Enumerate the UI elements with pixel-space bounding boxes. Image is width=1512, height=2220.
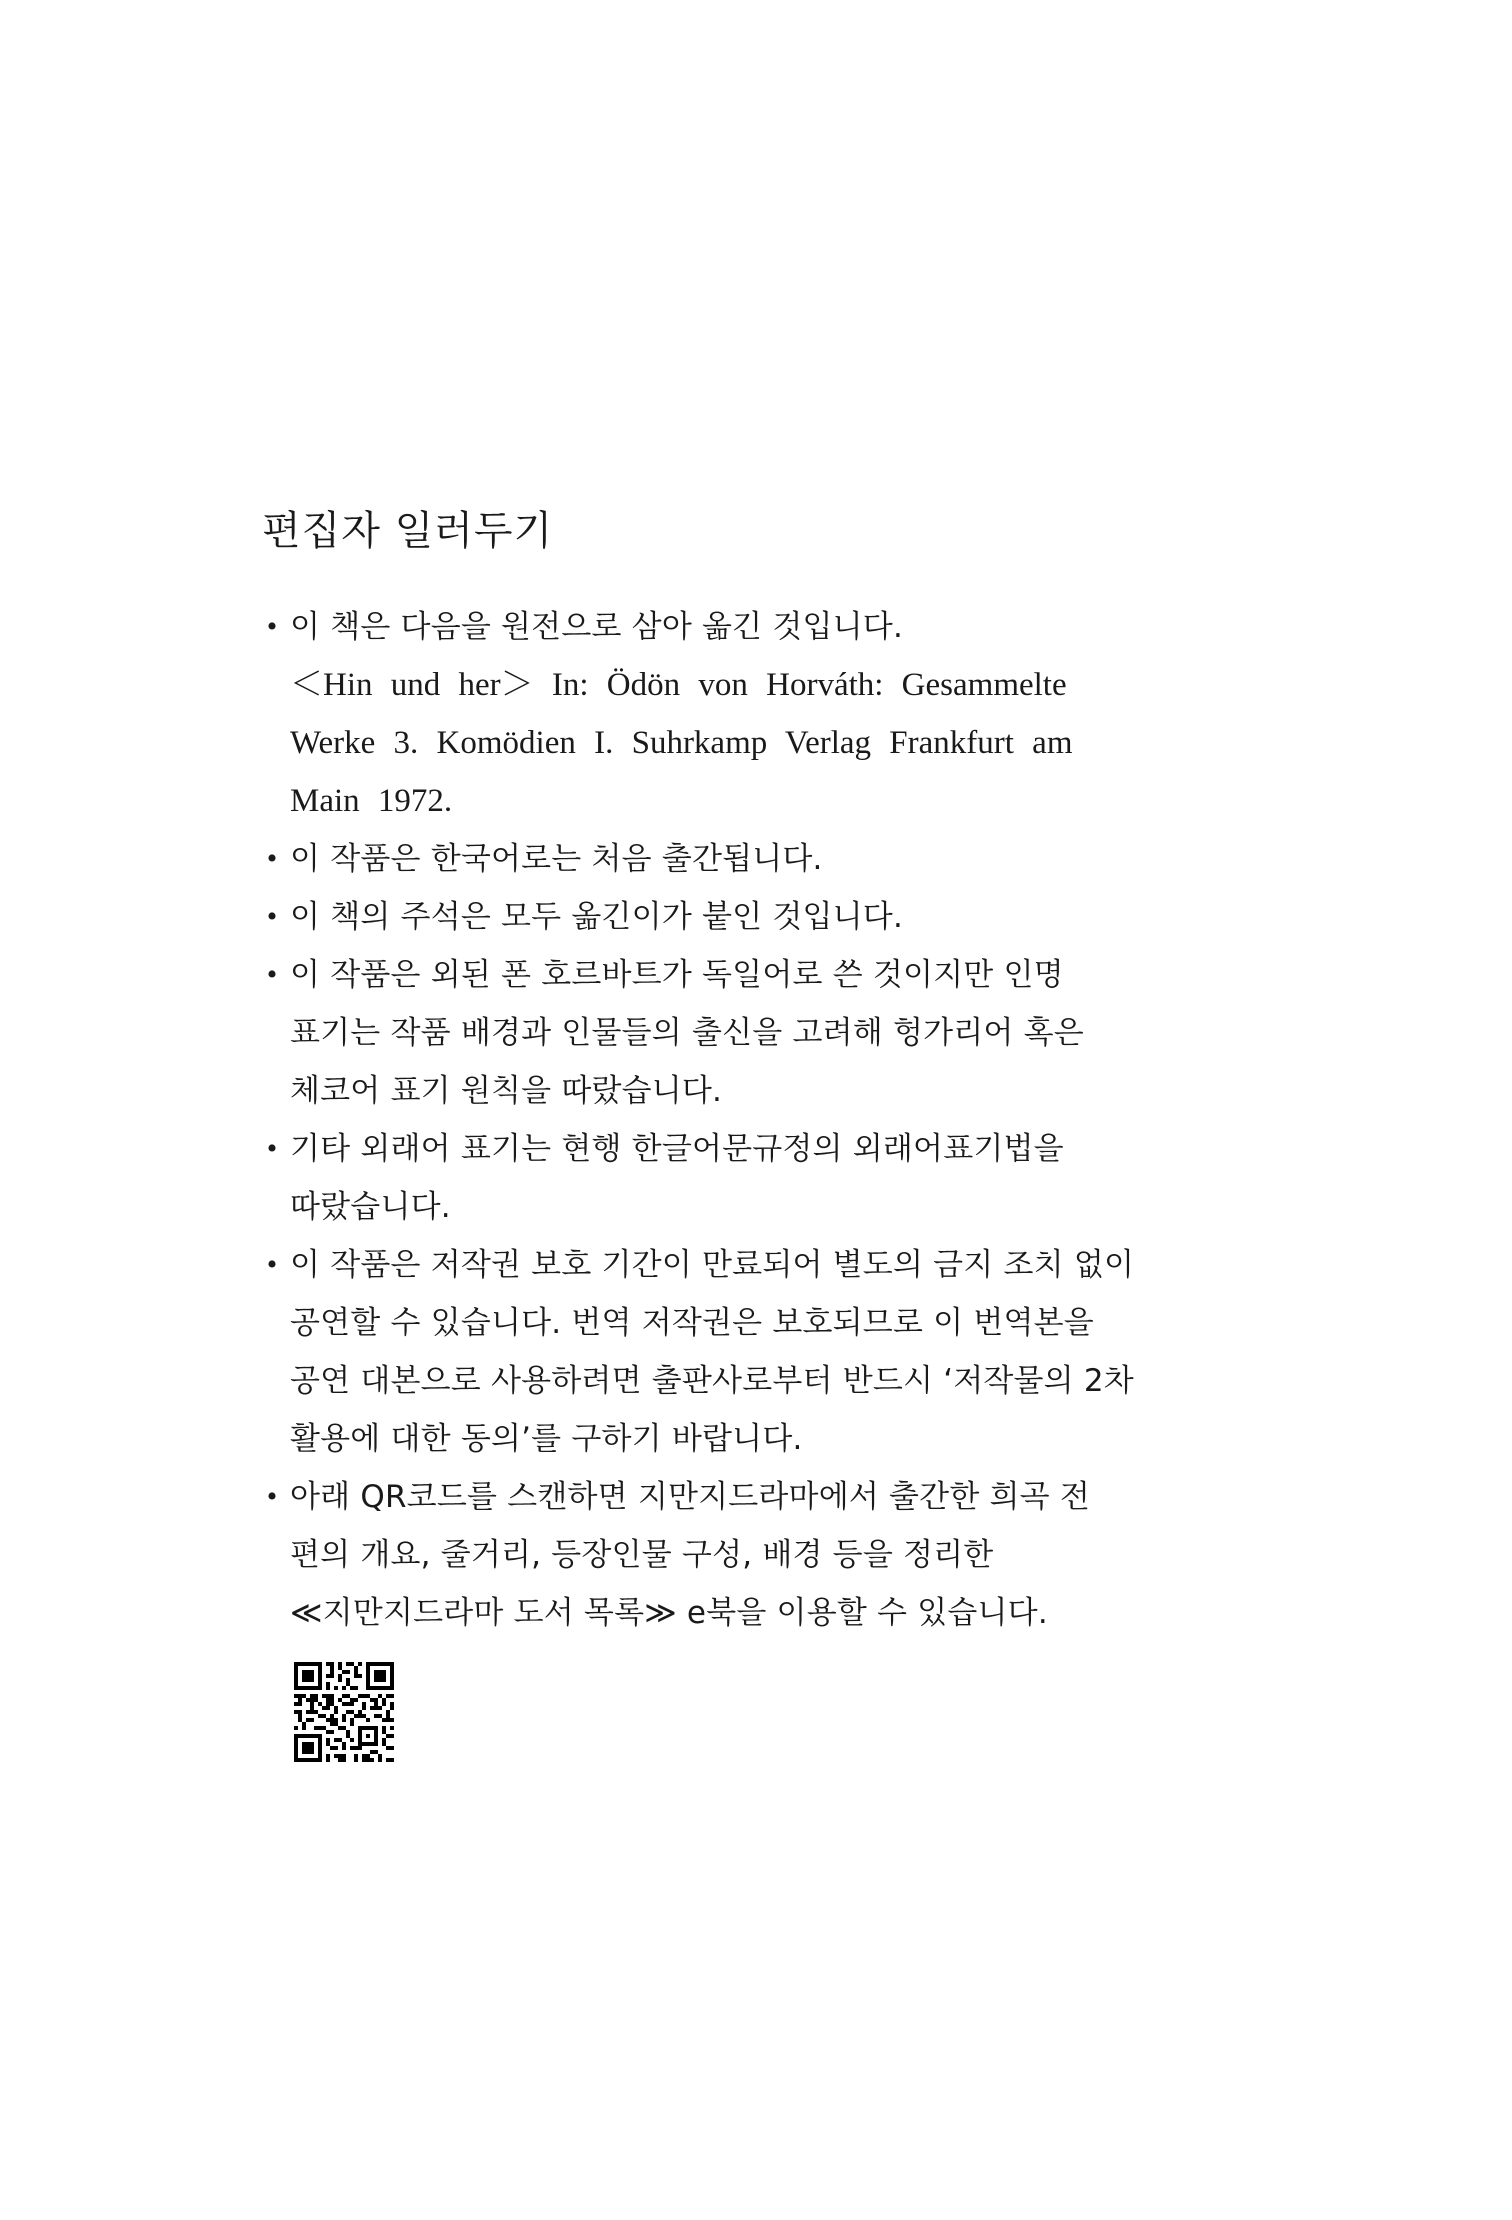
note-item-qr-catalog: [262, 1468, 1222, 1642]
note-item-name-transcription: [262, 946, 1222, 1120]
bullet-icon: •: [266, 842, 278, 875]
note-line: 공연 대본으로 사용하려면 출판사로부터 반드시 ‘저작물의 2차: [290, 1363, 1134, 1399]
qr-code-icon[interactable]: [294, 1662, 394, 1762]
note-line: 활용에 대한 동의’를 구하기 바랍니다.: [290, 1421, 803, 1457]
note-line: 체코어 표기 원칙을 따랐습니다.: [290, 1073, 723, 1109]
note-item-copyright: [262, 1236, 1222, 1468]
note-line: 편의 개요, 줄거리, 등장인물 구성, 배경 등을 정리한: [290, 1537, 994, 1573]
note-line: 따랐습니다.: [290, 1189, 451, 1225]
note-item-annotations: [262, 888, 1222, 946]
bullet-icon: •: [266, 1480, 278, 1513]
page-title: 편집자 일러두기: [262, 508, 554, 554]
note-line: ＜Hin und her＞ In: Ödön von Horváth: Gesammelte: [290, 667, 1067, 703]
bullet-icon: •: [266, 958, 278, 991]
note-line: 이 작품은 외된 폰 호르바트가 독일어로 쓴 것이지만 인명: [290, 957, 1064, 993]
note-line: 이 작품은 한국어로는 처음 출간됩니다.: [290, 841, 823, 877]
note-line: 기타 외래어 표기는 현행 한글어문규정의 외래어표기법을: [290, 1131, 1064, 1167]
note-line: ≪지만지드라마 도서 목록≫ e북을 이용할 수 있습니다.: [290, 1595, 1048, 1631]
note-line: 이 책의 주석은 모두 옮긴이가 붙인 것입니다.: [290, 899, 904, 935]
note-item-first-publication: [262, 830, 1222, 888]
note-item-loanword-rules: [262, 1120, 1222, 1236]
editor-notes-list: [262, 598, 1222, 1642]
note-line: Main 1972.: [290, 783, 453, 819]
bullet-icon: •: [266, 1132, 278, 1165]
note-line: 표기는 작품 배경과 인물들의 출신을 고려해 헝가리어 혹은: [290, 1015, 1084, 1051]
note-line: Werke 3. Komödien I. Suhrkamp Verlag Frankfurt am: [290, 725, 1073, 761]
note-line: 이 책은 다음을 원전으로 삼아 옮긴 것입니다.: [290, 609, 904, 645]
note-line: 공연할 수 있습니다. 번역 저작권은 보호되므로 이 번역본을: [290, 1305, 1094, 1341]
note-item-source: [262, 598, 1222, 830]
bullet-icon: •: [266, 1248, 278, 1281]
bullet-icon: •: [266, 610, 278, 643]
note-line: 이 작품은 저작권 보호 기간이 만료되어 별도의 금지 조치 없이: [290, 1247, 1135, 1283]
bullet-icon: •: [266, 900, 278, 933]
note-line: 아래 QR코드를 스캔하면 지만지드라마에서 출간한 희곡 전: [290, 1479, 1091, 1515]
